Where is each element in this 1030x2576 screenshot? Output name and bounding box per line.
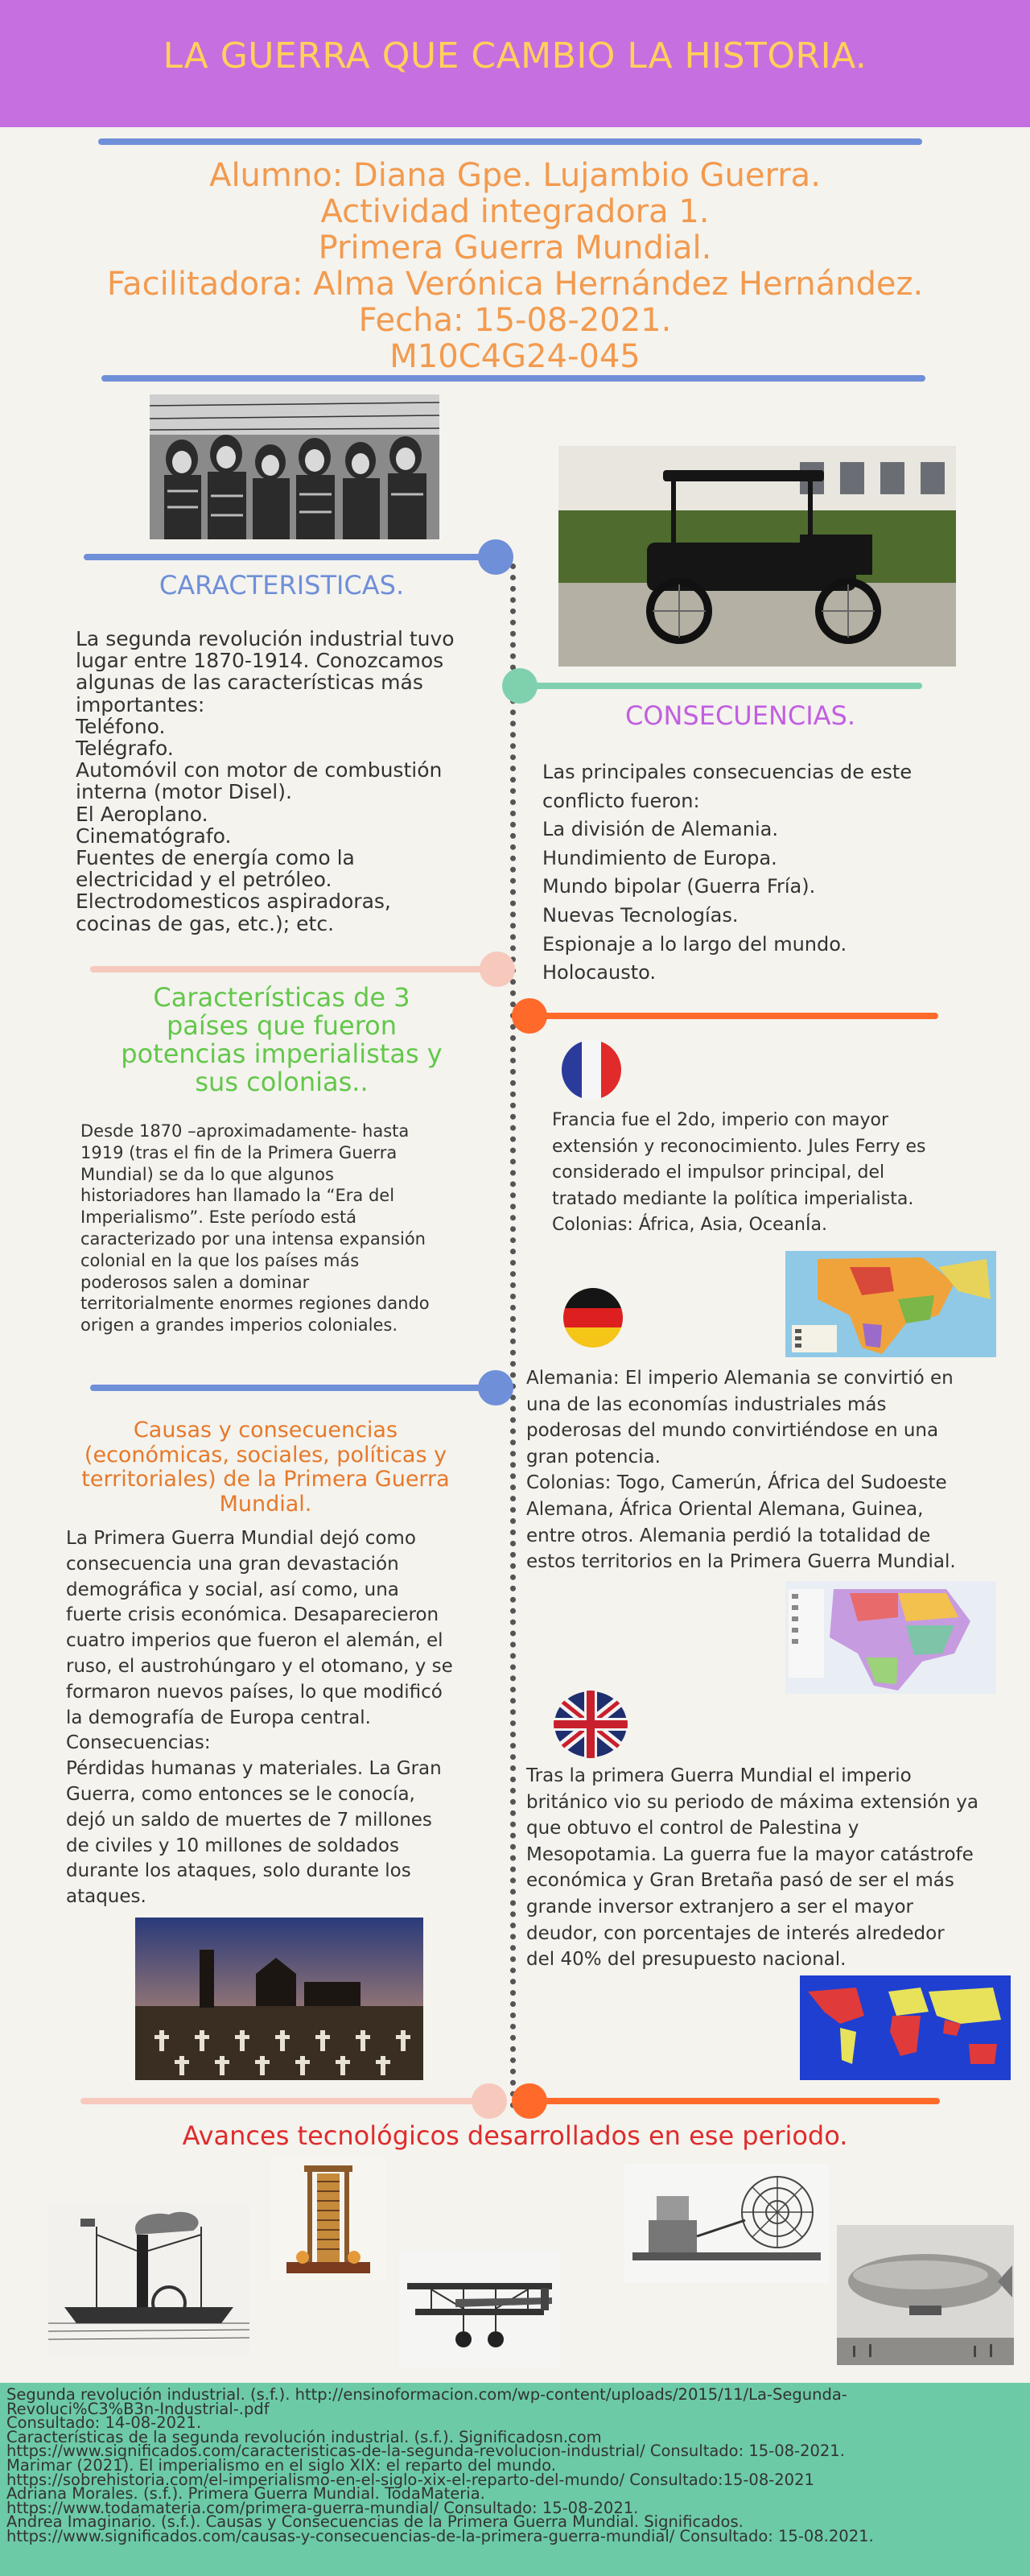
text-line: cuatro imperios que fueron el alemán, el xyxy=(66,1630,443,1652)
title-line: países que fueron xyxy=(166,1010,397,1041)
timeline-dot xyxy=(502,668,538,704)
battery-image xyxy=(270,2157,386,2280)
text-line: gran potencia. xyxy=(526,1446,661,1468)
francia-text xyxy=(552,1108,987,1239)
divider-line xyxy=(531,1013,938,1019)
africa-colonies-map xyxy=(785,1251,996,1357)
potencias-text xyxy=(80,1121,499,1336)
divider-line xyxy=(520,683,922,689)
text-line: Electrodomesticos aspiradoras, xyxy=(76,890,391,914)
text-line: Fuentes de energía como la xyxy=(76,846,355,870)
text-line: La segunda revolución industrial tuvo xyxy=(76,627,455,650)
biplane-image xyxy=(399,2251,560,2368)
header-banner xyxy=(0,0,1030,127)
student-info xyxy=(32,158,998,375)
text-line: colonial en la que los países más xyxy=(80,1250,360,1270)
children-photo xyxy=(150,394,439,539)
text-line: durante los ataques, solo durante los xyxy=(66,1860,411,1882)
divider-line xyxy=(90,1385,492,1391)
zeppelin-image xyxy=(837,2225,1014,2365)
text-line: estos territorios en la Primera Guerra Mundial. xyxy=(526,1551,956,1573)
timeline-dot xyxy=(478,539,513,575)
text-line: Alemania: El imperio Alemania se convirtió en xyxy=(526,1368,954,1389)
divider-line xyxy=(84,554,502,560)
text-line: que obtuvo el control de Palestina y xyxy=(526,1818,859,1839)
student-name: Alumno: Diana Gpe. Lujambio Guerra. xyxy=(209,157,821,194)
text-line: poderosas del mundo convirtiéndose en una xyxy=(526,1420,939,1442)
text-line: tratado mediante la política imperialista. xyxy=(552,1188,914,1209)
text-line: Teléfono. xyxy=(76,714,166,738)
text-line: caracterizado por una intensa expansión xyxy=(80,1228,426,1249)
avances-title: Avances tecnológicos desarrollados en ese periodo. xyxy=(182,2120,848,2151)
telegraph-image xyxy=(624,2164,829,2283)
alemania-text xyxy=(526,1365,1009,1575)
text-line: Holocausto. xyxy=(542,961,656,985)
text-line: Tras la primera Guerra Mundial el imperio xyxy=(526,1765,912,1786)
text-line: deudor, con porcentajes de interés alrededor xyxy=(526,1922,945,1944)
text-line: una de las economías industriales más xyxy=(526,1393,887,1415)
text-line: Imperialismo”. Este período está xyxy=(80,1208,357,1228)
facilitator-name: Facilitadora: Alma Verónica Hernández Hernández. xyxy=(106,266,924,303)
reference-line: Revoluci%C3%B3n-Industrial-.pdf xyxy=(6,2399,270,2418)
text-line: conflicto fueron: xyxy=(542,789,700,812)
title-line: (económicas, sociales, políticas y xyxy=(84,1442,447,1468)
reference-line: Consultado: 14-08-2021. xyxy=(6,2413,202,2433)
text-line: La división de Alemania. xyxy=(542,818,778,841)
reference-line: https://www.todamateria.com/primera-guerra-mundial/ Consultado: 15-08-2021. xyxy=(6,2498,639,2517)
text-line: cocinas de gas, etc.); etc. xyxy=(76,911,335,935)
title-line: sus colonias.. xyxy=(195,1067,369,1097)
britanico-text xyxy=(526,1763,1009,1973)
title-line: Causas y consecuencias xyxy=(133,1418,398,1443)
text-line: algunas de las características más xyxy=(76,671,423,695)
consecuencias-text xyxy=(542,758,993,988)
france-flag-icon xyxy=(562,1040,621,1100)
activity-name: Actividad integradora 1. xyxy=(320,193,710,230)
text-line: dejó un saldo de muertes de 7 millones xyxy=(66,1809,432,1831)
divider-line xyxy=(98,138,922,145)
consecuencias-title: CONSECUENCIAS. xyxy=(624,700,856,731)
caracteristicas-title: CARACTERISTICAS. xyxy=(159,570,405,601)
reference-line: Andrea Imaginario. (s.f.). Causas y Consecuencias de la Primera Guerra Mundial. Significados. xyxy=(6,2512,744,2532)
potencias-title xyxy=(80,984,483,1096)
uk-flag-icon xyxy=(554,1690,628,1758)
text-line: Pérdidas humanas y materiales. La Gran xyxy=(66,1758,442,1780)
reference-line: Segunda revolución industrial. (s.f.). http://ensinoformacion.com/wp-content/uploads/2015/11/La-Segunda- xyxy=(6,2385,847,2404)
text-line: formaron nuevos países, lo que modificó xyxy=(66,1681,443,1703)
text-line: considerado el impulsor principal, del xyxy=(552,1162,885,1183)
text-line: Colonias: África, Asia, OceanÍa. xyxy=(552,1215,827,1236)
page-title: LA GUERRA QUE CAMBIO LA HISTORIA. xyxy=(163,35,867,76)
divider-line xyxy=(531,2098,940,2104)
text-line: territorialmente enormes regiones dando xyxy=(80,1294,430,1314)
text-line: Mundial) se da lo que algunos xyxy=(80,1164,334,1184)
reference-line: https://www.significados.com/causas-y-consecuencias-de-la-primera-guerra-mundial/ Consultado: 15-08.2021. xyxy=(6,2526,874,2545)
germany-flag-icon xyxy=(563,1288,623,1348)
caracteristicas-text xyxy=(76,628,494,935)
text-line: origen a grandes imperios coloniales. xyxy=(80,1315,398,1335)
timeline-line xyxy=(510,564,516,2109)
text-line: ataques. xyxy=(66,1886,146,1908)
timeline-dot xyxy=(512,998,547,1034)
divider-line xyxy=(90,966,492,972)
title-line: potencias imperialistas y xyxy=(121,1038,443,1069)
text-line: lugar entre 1870-1914. Conozcamos xyxy=(76,649,444,673)
references-list xyxy=(6,2385,1020,2545)
text-line: Nuevas Tecnologías. xyxy=(542,903,739,927)
text-line: electricidad y el petróleo. xyxy=(76,868,332,892)
group-code: M10C4G24-045 xyxy=(389,338,641,375)
text-line: Francia fue el 2do, imperio con mayor xyxy=(552,1110,889,1130)
reference-line: https://www.significados.com/caracteristicas-de-la-segunda-revolucion-industrial/ Consultado: 15-08-2021. xyxy=(6,2442,845,2461)
title-line: territoriales) de la Primera Guerra xyxy=(81,1467,450,1492)
causas-text xyxy=(66,1526,501,1910)
text-line: 1919 (tras el fin de la Primera Guerra xyxy=(80,1142,398,1162)
text-line: económica y Gran Bretaña pasó de ser el más xyxy=(526,1870,954,1892)
reference-line: https://sobrehistoria.com/el-imperialismo-en-el-siglo-xix-el-reparto-del-mundo/ Consultado:15-08-2021 xyxy=(6,2470,814,2489)
text-line: El Aeroplano. xyxy=(76,802,208,826)
title-line: Características de 3 xyxy=(153,982,410,1013)
africa-political-map xyxy=(785,1581,996,1694)
text-line: historiadores han llamado la “Era del xyxy=(80,1186,395,1206)
steamboat-image xyxy=(48,2202,249,2355)
car-photo xyxy=(558,446,956,667)
text-line: de civiles y 10 millones de soldados xyxy=(66,1835,399,1856)
text-line: Automóvil con motor de combustión xyxy=(76,758,443,782)
timeline-dot xyxy=(472,2083,507,2119)
topic-name: Primera Guerra Mundial. xyxy=(318,229,712,266)
divider-line xyxy=(101,375,925,382)
title-line: Mundial. xyxy=(219,1491,312,1517)
text-line: Espionaje a lo largo del mundo. xyxy=(542,932,847,956)
text-line: La Primera Guerra Mundial dejó como xyxy=(66,1528,416,1549)
reference-line: Marimar (2021). El imperialismo en el siglo XIX: el reparto del mundo. xyxy=(6,2455,556,2475)
text-line: Alemana, África Oriental Alemana, Guinea, xyxy=(526,1498,924,1520)
date-text: Fecha: 15-08-2021. xyxy=(358,302,672,339)
text-line: Desde 1870 –aproximadamente- hasta xyxy=(80,1121,410,1141)
text-line: la demografía de Europa central. xyxy=(66,1707,371,1728)
british-empire-map xyxy=(800,1975,1011,2080)
text-line: Mundo bipolar (Guerra Fría). xyxy=(542,875,816,898)
reference-line: Características de la segunda revolución industrial. (s.f.). Significadosn.com xyxy=(6,2427,602,2446)
causas-title xyxy=(56,1418,475,1517)
text-line: Hundimiento de Europa. xyxy=(542,846,777,869)
text-line: Consecuencias: xyxy=(66,1732,211,1754)
text-line: Cinematógrafo. xyxy=(76,824,232,848)
cemetery-photo xyxy=(135,1918,423,2080)
text-line: Guerra, como entonces se le conocía, xyxy=(66,1783,415,1805)
text-line: grande inversor extranjero a ser el mayor xyxy=(526,1896,913,1918)
text-line: interna (motor Disel). xyxy=(76,780,292,804)
text-line: importantes: xyxy=(76,692,205,716)
text-line: Telégrafo. xyxy=(76,737,174,761)
text-line: ruso, el austrohúngaro y el otomano, y se xyxy=(66,1655,453,1677)
text-line: del 40% del presupuesto nacional. xyxy=(526,1949,847,1971)
text-line: fuerte crisis económica. Desaparecieron xyxy=(66,1604,439,1626)
text-line: consecuencia una gran devastación xyxy=(66,1553,399,1575)
reference-line: Adriana Morales. (s.f.). Primera Guerra Mundial. TodaMateria. xyxy=(6,2484,485,2504)
text-line: Las principales consecuencias de este xyxy=(542,761,913,783)
divider-line xyxy=(80,2098,489,2104)
text-line: poderosos salen a dominar xyxy=(80,1272,310,1292)
text-line: extensión y reconocimiento. Jules Ferry es xyxy=(552,1136,926,1157)
text-line: Colonias: Togo, Camerún, África del Sudoeste xyxy=(526,1472,947,1494)
text-line: demográfica y social, así como, una xyxy=(66,1579,399,1600)
text-line: británico vio su periodo de máxima extensión ya xyxy=(526,1791,978,1813)
text-line: entre otros. Alemania perdió la totalidad de xyxy=(526,1525,931,1546)
timeline-dot xyxy=(480,952,515,987)
text-line: Mesopotamia. La guerra fue la mayor catástrofe xyxy=(526,1843,974,1865)
